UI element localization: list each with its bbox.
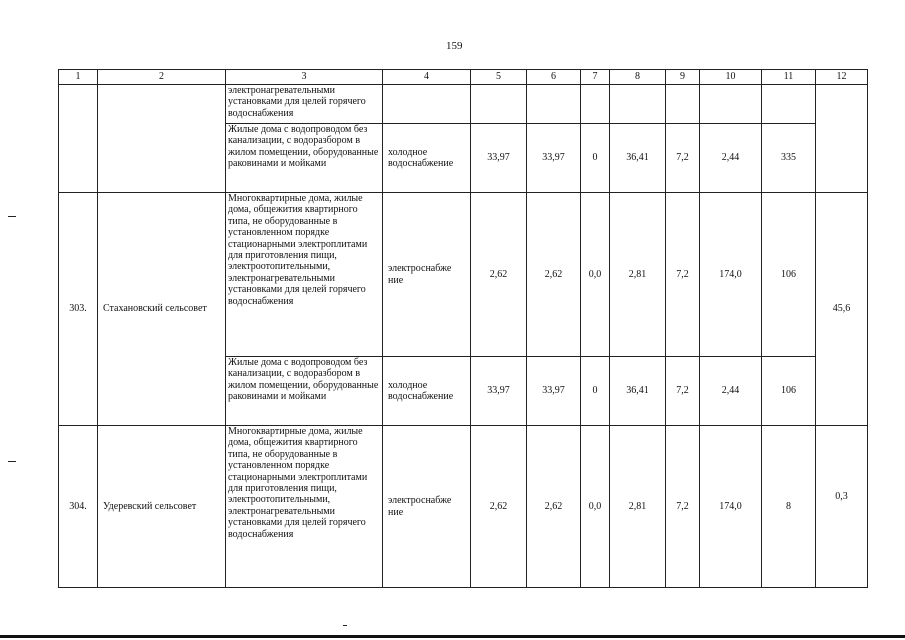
- value-cell: 2,81: [610, 426, 666, 588]
- header-cell: 12: [816, 70, 868, 85]
- header-cell: 6: [527, 70, 581, 85]
- description-cell: Жилые дома с водопроводом без канализации, с водоразбором в жилом помещении, оборудованные раковинами и мойками: [226, 124, 383, 193]
- value-cell: 2,62: [471, 426, 527, 588]
- value-cell: 33,97: [527, 357, 581, 426]
- tariff-table: [58, 69, 868, 588]
- resource-cell: холодное водоснабжение: [383, 124, 471, 193]
- value-cell: 174,0: [700, 426, 762, 588]
- resource-cell: электроснабже ние: [383, 193, 471, 357]
- description-cell: Многоквартирные дома, жилые дома, общежития квартирного типа, не оборудованные в установленном порядке стационарными электроплитами для приготовления пищи, электроотопительными, электронагревательными установками для целей горячего водоснабжения: [226, 426, 383, 588]
- value-cell: 106: [762, 357, 816, 426]
- empty-cell: [383, 85, 471, 124]
- value-cell: 7,2: [666, 357, 700, 426]
- page-bottom-edge: [0, 635, 905, 638]
- header-cell: 11: [762, 70, 816, 85]
- empty-cell: [700, 85, 762, 124]
- empty-cell: [610, 85, 666, 124]
- description-cell: Многоквартирные дома, жилые дома, общежития квартирного типа, не оборудованные в установленном порядке стационарными электроплитами для приготовления пищи, электроотопительными, электронагревательными установками для целей горячего водоснабжения: [226, 193, 383, 357]
- empty-cell: [59, 85, 98, 193]
- scan-mark: [8, 461, 16, 462]
- empty-cell: [527, 85, 581, 124]
- value-cell: 335: [762, 124, 816, 193]
- settlement-name: Стахановский сельсовет: [98, 193, 226, 426]
- header-cell: 10: [700, 70, 762, 85]
- header-cell: 2: [98, 70, 226, 85]
- value-cell: 8: [762, 426, 816, 588]
- table-row: [59, 85, 868, 124]
- row-number: 303.: [59, 193, 98, 426]
- value-cell: 33,97: [471, 124, 527, 193]
- value-cell: 2,62: [527, 193, 581, 357]
- header-cell: 9: [666, 70, 700, 85]
- header-cell: 4: [383, 70, 471, 85]
- empty-cell: [666, 85, 700, 124]
- empty-cell: [762, 85, 816, 124]
- table-row: [59, 193, 868, 357]
- value-cell: 33,97: [527, 124, 581, 193]
- description-cell: электронагревательными установками для целей горячего водоснабжения: [226, 85, 383, 124]
- population-cell: 45,6: [816, 193, 868, 426]
- header-cell: 1: [59, 70, 98, 85]
- resource-cell: электроснабже ние: [383, 426, 471, 588]
- value-cell: 0,0: [581, 193, 610, 357]
- population-cell: 0,3: [816, 426, 868, 588]
- table-row: [59, 426, 868, 588]
- value-cell: 0: [581, 124, 610, 193]
- value-cell: 174,0: [700, 193, 762, 357]
- value-cell: 106: [762, 193, 816, 357]
- value-cell: 2,44: [700, 357, 762, 426]
- empty-cell: [581, 85, 610, 124]
- value-cell: 33,97: [471, 357, 527, 426]
- settlement-name: Удеревский сельсовет: [98, 426, 226, 588]
- value-cell: 0,0: [581, 426, 610, 588]
- description-cell: Жилые дома с водопроводом без канализации, с водоразбором в жилом помещении, оборудованные раковинами и мойками: [226, 357, 383, 426]
- header-cell: 3: [226, 70, 383, 85]
- header-cell: 7: [581, 70, 610, 85]
- value-cell: 36,41: [610, 357, 666, 426]
- value-cell: 2,62: [527, 426, 581, 588]
- row-number: 304.: [59, 426, 98, 588]
- resource-cell: холодное водоснабжение: [383, 357, 471, 426]
- empty-cell: [98, 85, 226, 193]
- header-cell: 8: [610, 70, 666, 85]
- scan-mark: [8, 216, 16, 217]
- value-cell: 2,81: [610, 193, 666, 357]
- header-row: [59, 70, 868, 85]
- header-cell: 5: [471, 70, 527, 85]
- value-cell: 0: [581, 357, 610, 426]
- value-cell: 2,62: [471, 193, 527, 357]
- value-cell: 7,2: [666, 193, 700, 357]
- value-cell: 7,2: [666, 426, 700, 588]
- page-number: 159: [446, 40, 463, 52]
- value-cell: 2,44: [700, 124, 762, 193]
- empty-cell: [816, 85, 868, 193]
- scan-mark: [343, 625, 347, 626]
- empty-cell: [471, 85, 527, 124]
- value-cell: 7,2: [666, 124, 700, 193]
- value-cell: 36,41: [610, 124, 666, 193]
